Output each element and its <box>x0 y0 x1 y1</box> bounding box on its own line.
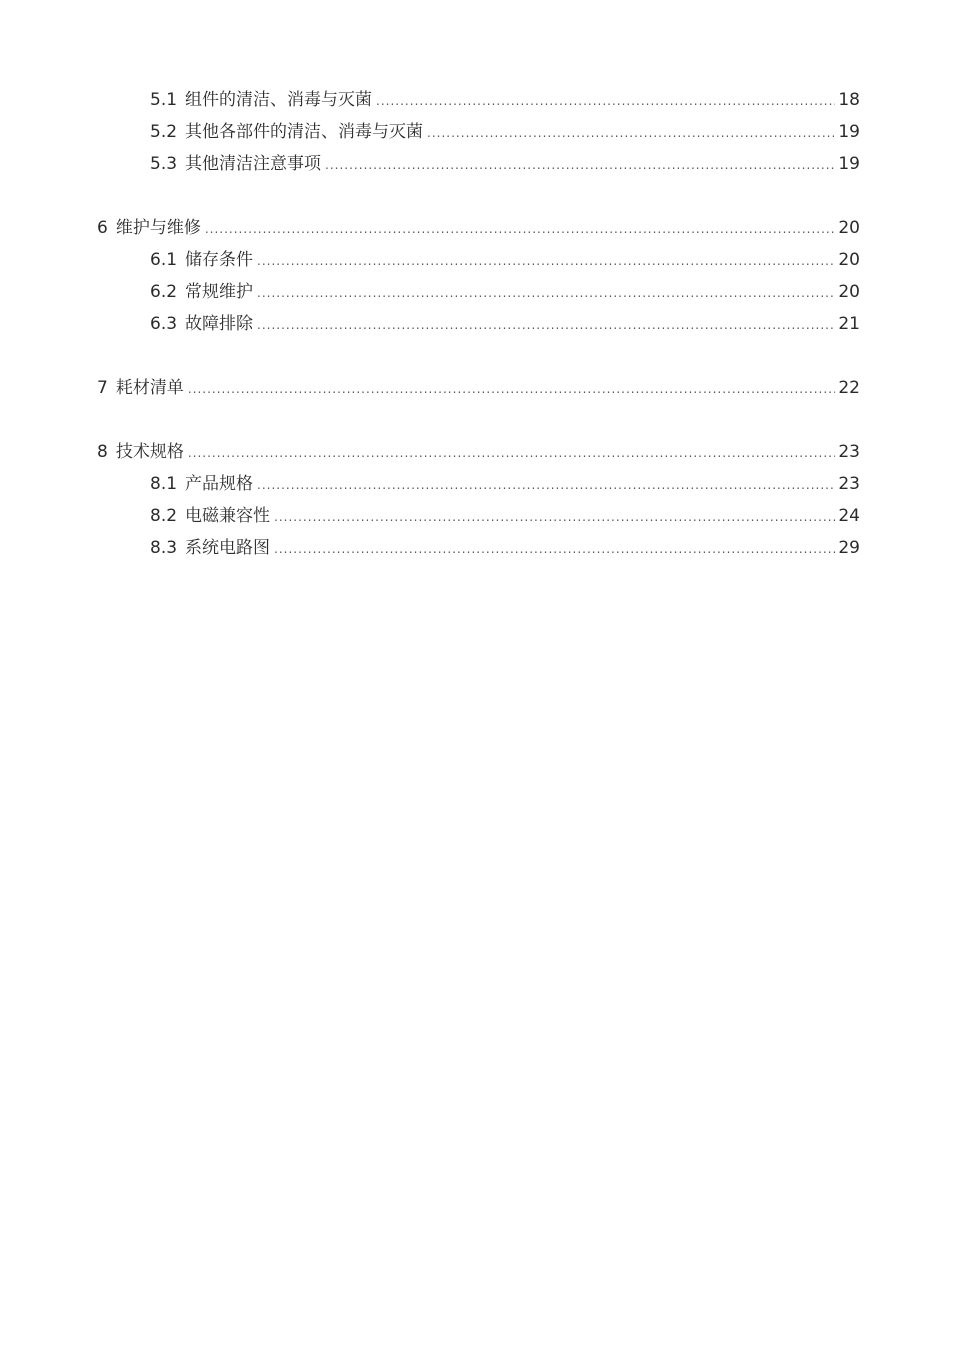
toc-entry-6[interactable] <box>0 212 860 244</box>
dot-leader <box>325 149 835 181</box>
toc-entry-title: 组件的清洁、消毒与灭菌 <box>185 90 373 110</box>
toc-entry-5-2[interactable] <box>0 116 860 148</box>
toc-entry-7[interactable] <box>0 372 860 404</box>
toc-entry-number: 8.3 <box>150 538 178 558</box>
toc-entry-number: 5.3 <box>150 154 178 174</box>
toc-group-6 <box>0 212 960 340</box>
dot-leader <box>427 117 835 149</box>
toc-entry-number: 6.3 <box>150 314 178 334</box>
toc-entry-6-2[interactable] <box>0 276 860 308</box>
toc-entry-title: 产品规格 <box>185 474 254 494</box>
toc-entry-title: 其他清洁注意事项 <box>185 154 322 174</box>
dot-leader <box>274 533 835 565</box>
dot-leader <box>257 245 835 277</box>
toc-entry-page: 19 <box>838 122 860 142</box>
toc-entry-page: 23 <box>838 474 860 494</box>
toc-entry-number: 7 <box>97 378 108 398</box>
toc-entry-6-1[interactable] <box>0 244 860 276</box>
toc-entry-page: 21 <box>838 314 860 334</box>
toc-group-7 <box>0 372 960 404</box>
toc-entry-title: 系统电路图 <box>185 538 271 558</box>
toc-entry-page: 18 <box>838 90 860 110</box>
toc-entry-page: 24 <box>838 506 860 526</box>
dot-leader <box>376 85 835 117</box>
toc-entry-number: 8.1 <box>150 474 178 494</box>
table-of-contents <box>0 84 960 564</box>
toc-entry-8[interactable] <box>0 436 860 468</box>
dot-leader <box>205 213 835 245</box>
toc-entry-5-3[interactable] <box>0 148 860 180</box>
toc-entry-title: 技术规格 <box>115 442 184 462</box>
toc-entry-number: 8.2 <box>150 506 178 526</box>
toc-entry-page: 20 <box>838 250 860 270</box>
toc-group-5 <box>0 84 960 180</box>
toc-entry-number: 6.1 <box>150 250 178 270</box>
toc-entry-title: 故障排除 <box>185 314 254 334</box>
toc-entry-page: 20 <box>838 282 860 302</box>
toc-entry-title: 储存条件 <box>185 250 254 270</box>
toc-entry-page: 29 <box>838 538 860 558</box>
toc-entry-number: 6.2 <box>150 282 178 302</box>
dot-leader <box>188 373 835 405</box>
toc-entry-number: 8 <box>97 442 108 462</box>
toc-entry-8-2[interactable] <box>0 500 860 532</box>
toc-entry-number: 6 <box>97 218 108 238</box>
toc-entry-page: 23 <box>838 442 860 462</box>
toc-entry-title: 维护与维修 <box>115 218 201 238</box>
toc-entry-8-3[interactable] <box>0 532 860 564</box>
toc-entry-title: 电磁兼容性 <box>185 506 271 526</box>
toc-entry-page: 19 <box>838 154 860 174</box>
toc-entry-title: 耗材清单 <box>115 378 184 398</box>
toc-entry-page: 20 <box>838 218 860 238</box>
toc-entry-page: 22 <box>838 378 860 398</box>
dot-leader <box>257 277 835 309</box>
toc-entry-title: 常规维护 <box>185 282 254 302</box>
toc-entry-5-1[interactable] <box>0 84 860 116</box>
dot-leader <box>188 437 835 469</box>
dot-leader <box>257 309 835 341</box>
toc-entry-title: 其他各部件的清洁、消毒与灭菌 <box>185 122 424 142</box>
toc-entry-number: 5.1 <box>150 90 178 110</box>
toc-entry-8-1[interactable] <box>0 468 860 500</box>
dot-leader <box>274 501 835 533</box>
toc-entry-6-3[interactable] <box>0 308 860 340</box>
toc-group-8 <box>0 436 960 564</box>
toc-entry-number: 5.2 <box>150 122 178 142</box>
dot-leader <box>257 469 835 501</box>
